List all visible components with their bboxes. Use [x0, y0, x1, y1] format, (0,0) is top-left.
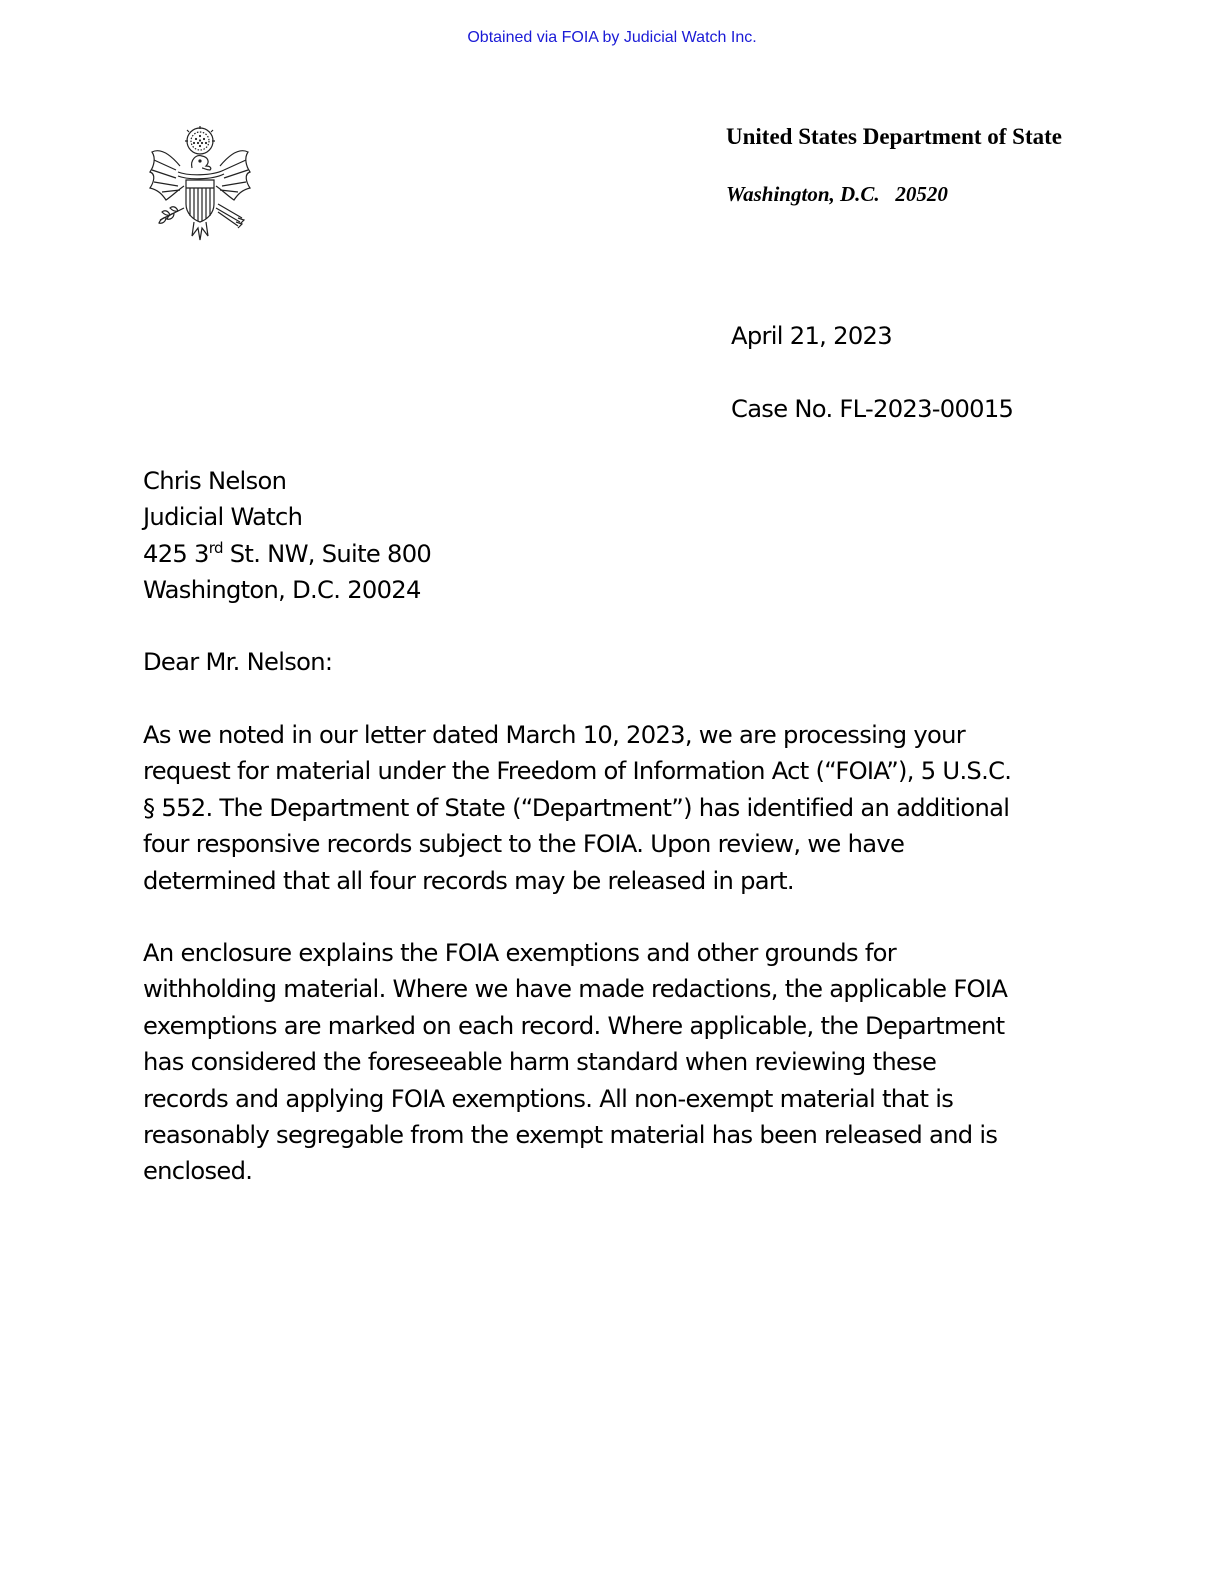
salutation: Dear Mr. Nelson:: [143, 648, 333, 676]
agency-name: United States Department of State: [726, 124, 1062, 149]
paragraph-1: [143, 717, 1103, 899]
letter-date: April 21, 2023: [731, 322, 892, 350]
agency-city: Washington, D.C.: [726, 182, 880, 206]
paragraph-line: As we noted in our letter dated March 10, 2023, we are processing your: [143, 721, 965, 749]
date-block: [731, 318, 1013, 427]
paragraph-line: determined that all four records may be released in part.: [143, 866, 794, 895]
recipient-organization: Judicial Watch: [143, 503, 303, 532]
case-number: Case No. FL-2023-00015: [731, 394, 1014, 423]
street-rest: St. NW, Suite 800: [222, 539, 432, 568]
paragraph-line: reasonably segregable from the exempt material has been released and is: [143, 1121, 998, 1150]
paragraph-line: has considered the foreseeable harm standard when reviewing these: [143, 1048, 937, 1077]
great-seal-icon: [140, 124, 256, 242]
recipient-city: Washington, D.C. 20024: [143, 576, 421, 605]
street-number: 425 3: [143, 539, 209, 568]
paragraph-2: [143, 935, 1103, 1190]
paragraph-line: enclosed.: [143, 1157, 253, 1186]
street-ordinal: rd: [208, 538, 223, 557]
paragraph-line: withholding material. Where we have made redactions, the applicable FOIA: [143, 975, 1008, 1004]
foia-watermark: Obtained via FOIA by Judicial Watch Inc.: [467, 29, 757, 46]
agency-address: [726, 181, 948, 207]
paragraph-line: four responsive records subject to the FOIA. Upon review, we have: [143, 830, 905, 859]
agency-zip: 20520: [895, 182, 948, 206]
recipient-address: [143, 463, 431, 609]
paragraph-line: exemptions are marked on each record. Where applicable, the Department: [143, 1011, 1005, 1040]
paragraph-line: § 552. The Department of State (“Department”) has identified an additional: [143, 793, 1010, 822]
paragraph-line: An enclosure explains the FOIA exemptions and other grounds for: [143, 939, 896, 967]
recipient-name: Chris Nelson: [143, 467, 287, 495]
paragraph-line: records and applying FOIA exemptions. All non-exempt material that is: [143, 1084, 954, 1113]
paragraph-line: request for material under the Freedom of Information Act (“FOIA”), 5 U.S.C.: [143, 757, 1012, 786]
recipient-street: [143, 536, 431, 572]
